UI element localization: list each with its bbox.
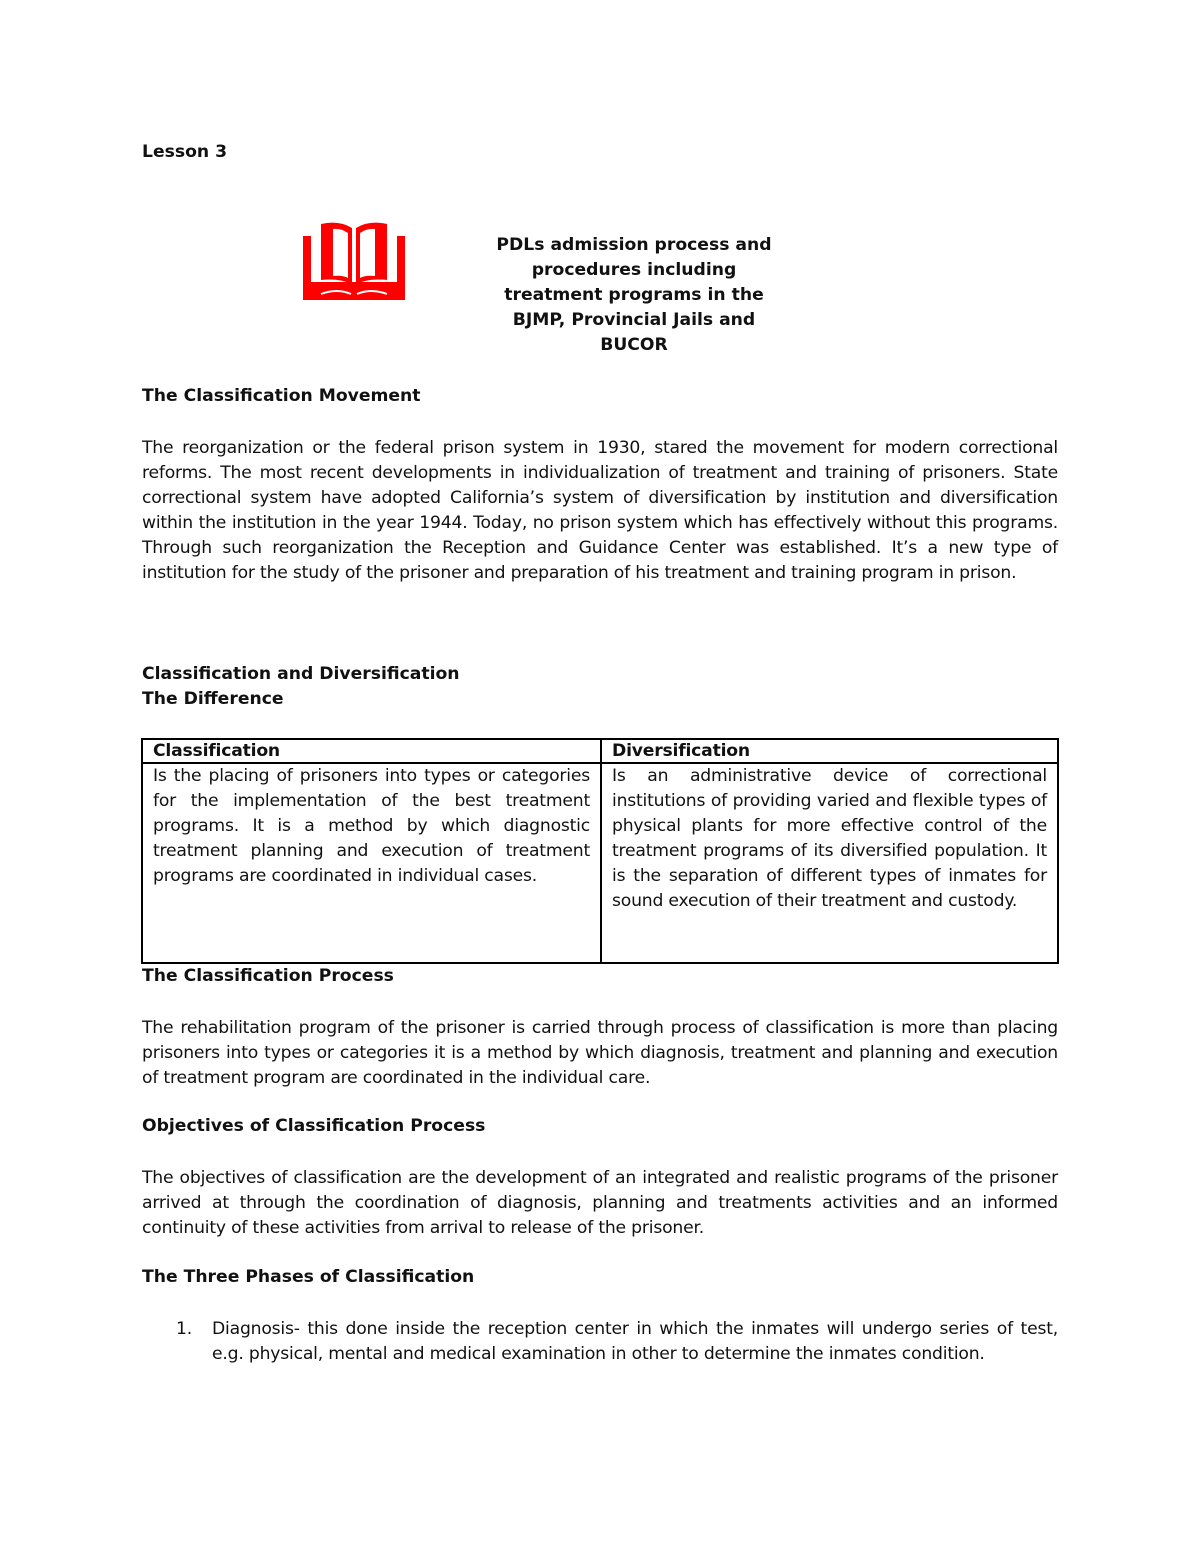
table-header-diversification: Diversification — [601, 739, 1058, 763]
table-cell-diversification: Is an administrative device of correctional institutions of providing varied and flexible types of physical plants for more effective control of the treatment programs of its diversified population. It is the separation of different types of inmates for sound execution of their treatment and custody. — [601, 763, 1058, 963]
phases-list — [142, 1317, 1058, 1367]
paragraph: The reorganization or the federal prison system in 1930, stared the movement for modern correctional reforms. The most recent developments in individualization of treatment and training of prisoners. State correctional system have adopted California’s system of diversification by institution and diversification within the institution in the year 1944. Today, no prison system which has effectively without this programs. Through such reorganization the Reception and Guidance Center was established. It’s a new type of institution for the study of the prisoner and preparation of his treatment and training program in prison. — [142, 438, 1058, 583]
table-header-classification: Classification — [142, 739, 601, 763]
list-item — [142, 1317, 1058, 1367]
section-heading: The Classification Movement — [142, 386, 421, 406]
list-text: Diagnosis- this done inside the reception center in which the inmates will undergo series of test, e.g. physical, mental and medical examination in other to determine the inmates condition. — [212, 1319, 1058, 1364]
section-subheading: The Difference — [142, 689, 284, 709]
lesson-label: Lesson 3 — [142, 142, 228, 162]
section-heading: The Classification Process — [142, 966, 394, 986]
list-number: 1. — [176, 1319, 192, 1339]
section-heading: The Three Phases of Classification — [142, 1267, 475, 1287]
section-heading-block — [142, 662, 460, 712]
difference-table — [141, 738, 1059, 964]
paragraph: The objectives of classification are the development of an integrated and realistic programs of the prisoner arrived at through the coordination of diagnosis, planning and treatments activities and an informed continuity of these activities from arrival to release of the prisoner. — [142, 1168, 1058, 1238]
section-heading: Classification and Diversification — [142, 664, 460, 684]
section-heading: Objectives of Classification Process — [142, 1116, 486, 1136]
document-title: PDLs admission process and procedures including treatment programs in the BJMP, Provincial Jails and BUCOR — [496, 235, 772, 355]
table-cell-classification: Is the placing of prisoners into types or categories for the implementation of the best treatment programs. It is a method by which diagnostic treatment planning and execution of treatment programs are coordinated in individual cases. — [142, 763, 601, 963]
paragraph: The rehabilitation program of the prisoner is carried through process of classification is more than placing prisoners into types or categories it is a method by which diagnosis, treatment and planning and execution of treatment program are coordinated in the individual care. — [142, 1018, 1058, 1088]
open-book-icon — [301, 220, 407, 302]
